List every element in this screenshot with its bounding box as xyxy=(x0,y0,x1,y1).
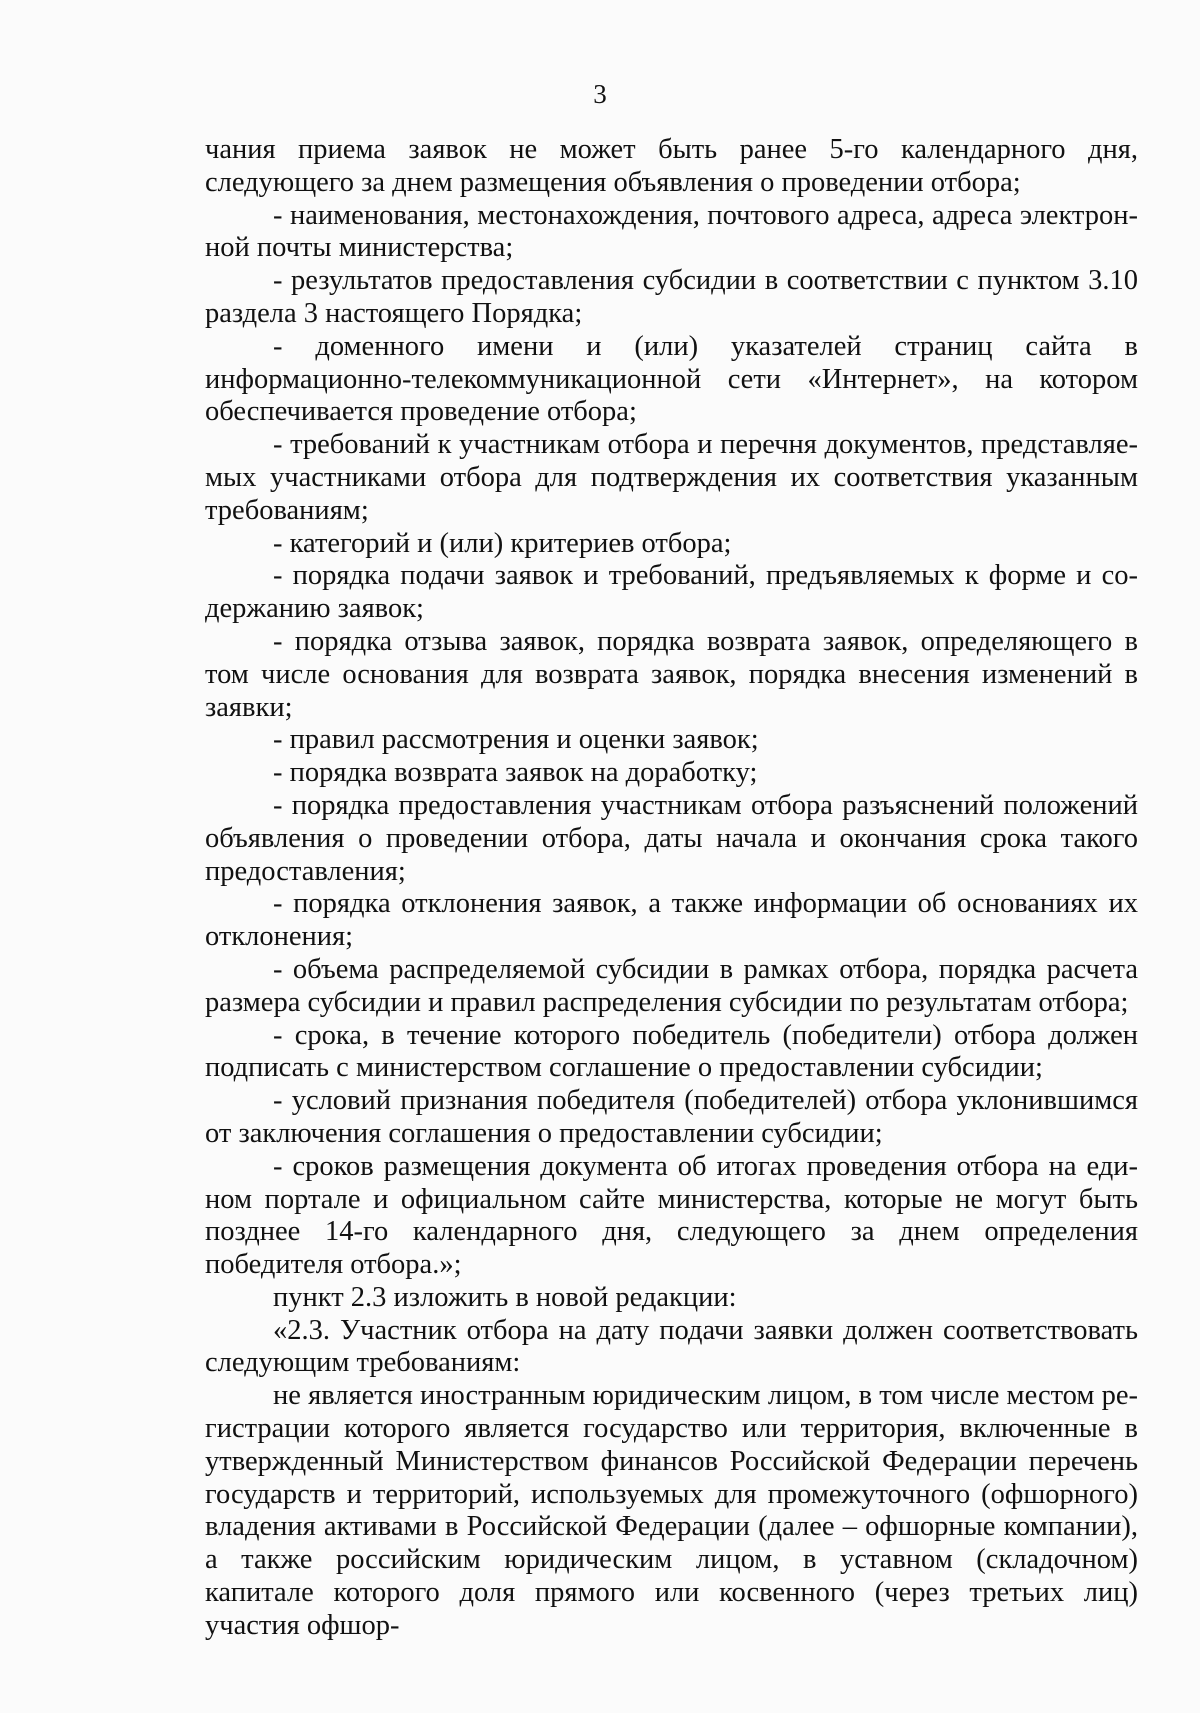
document-body xyxy=(205,134,1138,1643)
paragraph: - условий признания победителя (победителей) отбора уклонившимся от заключения соглашения о предоставлении субсидии; xyxy=(205,1085,1138,1149)
paragraph: - порядка отзыва заявок, порядка возврата заявок, определяющего в том числе основания для возврата заявок, порядка внесения изменений в заявки; xyxy=(205,625,1138,723)
paragraph: не является иностранным юридическим лицом, в том числе местом регистрации которого является государство или территория, включенные в утвержденный Министерством финансов Российской Федерации перечень государств и территорий, используемых для промежуточного (офшорного) владения активами в Российской Федерации (далее – офшорные компании), а также российским юридическим лицом, в уставном (складочном) капитале которого доля прямого или косвенного (через третьих лиц) участия офшор- xyxy=(205,1380,1138,1641)
paragraph: - срока, в течение которого победитель (победители) отбора должен подписать с министерством соглашение о предоставлении субсидии; xyxy=(205,1019,1138,1084)
paragraph: - доменного имени и (или) указателей страниц сайта в информационно-телекоммуникационной сети «Интернет», на котором обеспечивается проведение отбора; xyxy=(205,330,1138,428)
paragraph: чания приема заявок не может быть ранее 5-го календарного дня, следующего за днем размещения объявления о проведении отбора; xyxy=(205,134,1138,198)
paragraph: - объема распределяемой субсидии в рамках отбора, порядка расчета размера субсидии и правил распределения субсидии по результатам отбора; xyxy=(205,953,1138,1018)
paragraph: - наименования, местонахождения, почтового адреса, адреса электронной почты министерства; xyxy=(205,199,1138,264)
paragraph: пункт 2.3 изложить в новой редакции: xyxy=(273,1281,737,1313)
paragraph: - правил рассмотрения и оценки заявок; xyxy=(273,724,759,756)
paragraph: - категорий и (или) критериев отбора; xyxy=(273,527,732,559)
page-number: 3 xyxy=(593,79,607,109)
paragraph: - требований к участникам отбора и перечня документов, представляемых участниками отбора для подтверждения их соответствия указанным требованиям; xyxy=(205,429,1138,526)
paragraph: - порядка подачи заявок и требований, предъявляемых к форме и содержанию заявок; xyxy=(205,560,1138,625)
paragraph: - порядка предоставления участникам отбора разъяснений положений объявления о проведении отбора, даты начала и окончания срока такого предоставления; xyxy=(205,789,1138,887)
paragraph: - результатов предоставления субсидии в соответствии с пунктом 3.10 раздела 3 настоящего Порядка; xyxy=(205,265,1138,329)
paragraph: - сроков размещения документа об итогах проведения отбора на едином портале и официальном сайте министерства, которые не могут быть позднее 14-го календарного дня, следующего за днем определения победителя отбора.»; xyxy=(205,1150,1138,1281)
paragraph: «2.3. Участник отбора на дату подачи заявки должен соответствовать следующим требованиям: xyxy=(205,1314,1138,1379)
paragraph: - порядка отклонения заявок, а также информации об основаниях их отклонения; xyxy=(205,888,1138,953)
paragraph: - порядка возврата заявок на доработку; xyxy=(273,757,758,789)
